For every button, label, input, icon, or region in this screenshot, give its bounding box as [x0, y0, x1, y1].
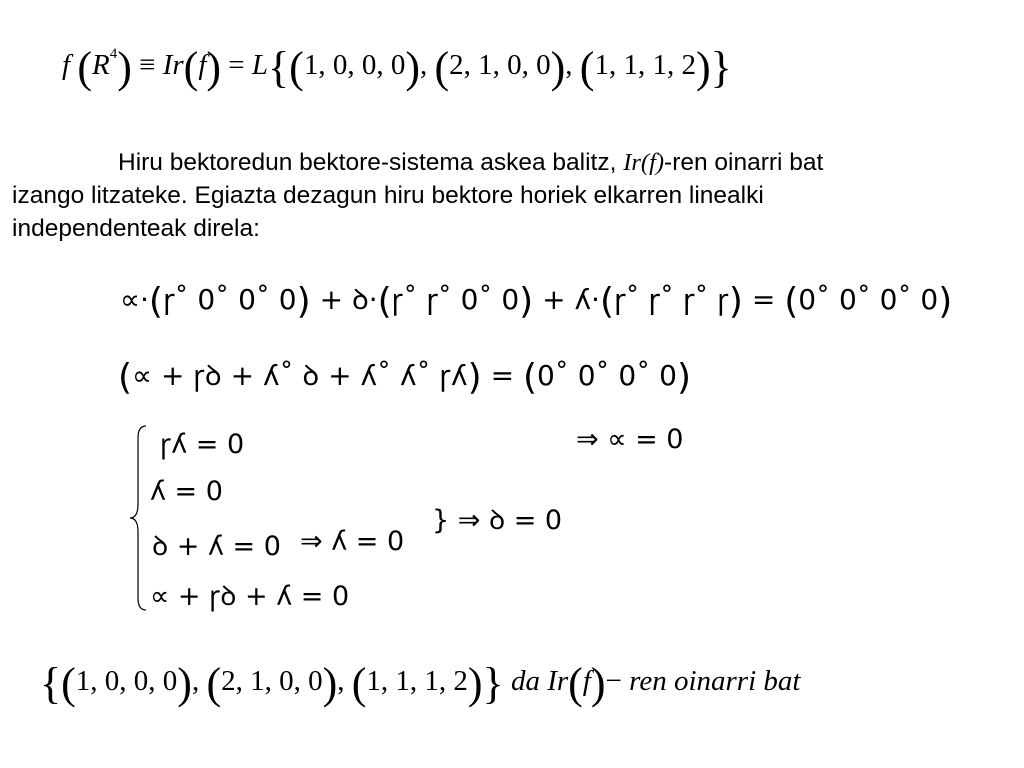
implication-gamma: ⇒ ʎ = 0: [300, 526, 405, 557]
exponent: 4: [109, 46, 118, 62]
f-symbol: f: [62, 49, 71, 81]
system-row-3: ꝺ + ʎ = 0: [152, 531, 281, 562]
basis-vector-2: 2, 1, 0, 0: [221, 665, 323, 697]
paragraph-line-3: independenteak direla:: [12, 215, 260, 242]
conclusion-text: da Ir: [510, 665, 569, 697]
basis-vector-1: 1, 0, 0, 0: [75, 665, 178, 697]
paragraph-line-2: izango litzateke. Egiazta dezagun hiru bektore horiek elkarren linealki: [12, 182, 764, 209]
space-symbol: R: [91, 49, 110, 81]
equiv-sign: ≡: [139, 49, 156, 81]
conclusion-tail: ren oinarri bat: [629, 665, 801, 697]
linear-combination-equation: ∝·(ɼ˚ 0˚ 0˚ 0) + ꝺ·(ꞅ˚ ɼ˚ 0˚ 0) + ʎ·(ɼ˚ ɼ˚ ɼ˚ ꞅ) = (0˚ 0˚ 0˚ 0): [120, 281, 953, 322]
equation-span: f $(R^4) \equiv Ir(f) = L\{(1$, 0, 0, 0), (2, 1, 0, 0), (1, 1, 1, 2)}: [62, 43, 732, 92]
system-row-1: ꞅʎ = 0: [160, 429, 245, 460]
span-symbol: L: [251, 49, 269, 81]
system-brace: [126, 424, 150, 612]
basis-vector-3: 1, 1, 1, 2: [366, 665, 468, 697]
vector-1: 1, 0, 0, 0: [303, 49, 406, 81]
ir-symbol: Ir: [162, 49, 184, 81]
conclusion-line: {(1, 0, 0, 0), (2, 1, 0, 0), (1, 1, 1, 2)} da Ir(f)− ren oinarri bat: [40, 659, 801, 708]
implication-beta: } ⇒ ꝺ = 0: [432, 505, 563, 536]
system-row-4: ∝ + ꞅꝺ + ʎ = 0: [150, 581, 350, 612]
vector-2: 2, 1, 0, 0: [449, 49, 551, 81]
implication-alpha: ⇒ ∝ = 0: [576, 424, 684, 455]
paragraph: [12, 146, 823, 245]
combined-vector-equation: (∝ + ꞅꝺ + ʎ˚ ꝺ + ʎ˚ ʎ˚ ꞅʎ) = (0˚ 0˚ 0˚ 0): [118, 357, 691, 398]
system-row-2: ʎ = 0: [150, 476, 223, 507]
vector-3: 1, 1, 1, 2: [594, 49, 696, 81]
paragraph-line-1: Hiru bektoredun bektore-sistema askea balitz, Ir(f)-ren oinarri bat: [118, 149, 824, 176]
